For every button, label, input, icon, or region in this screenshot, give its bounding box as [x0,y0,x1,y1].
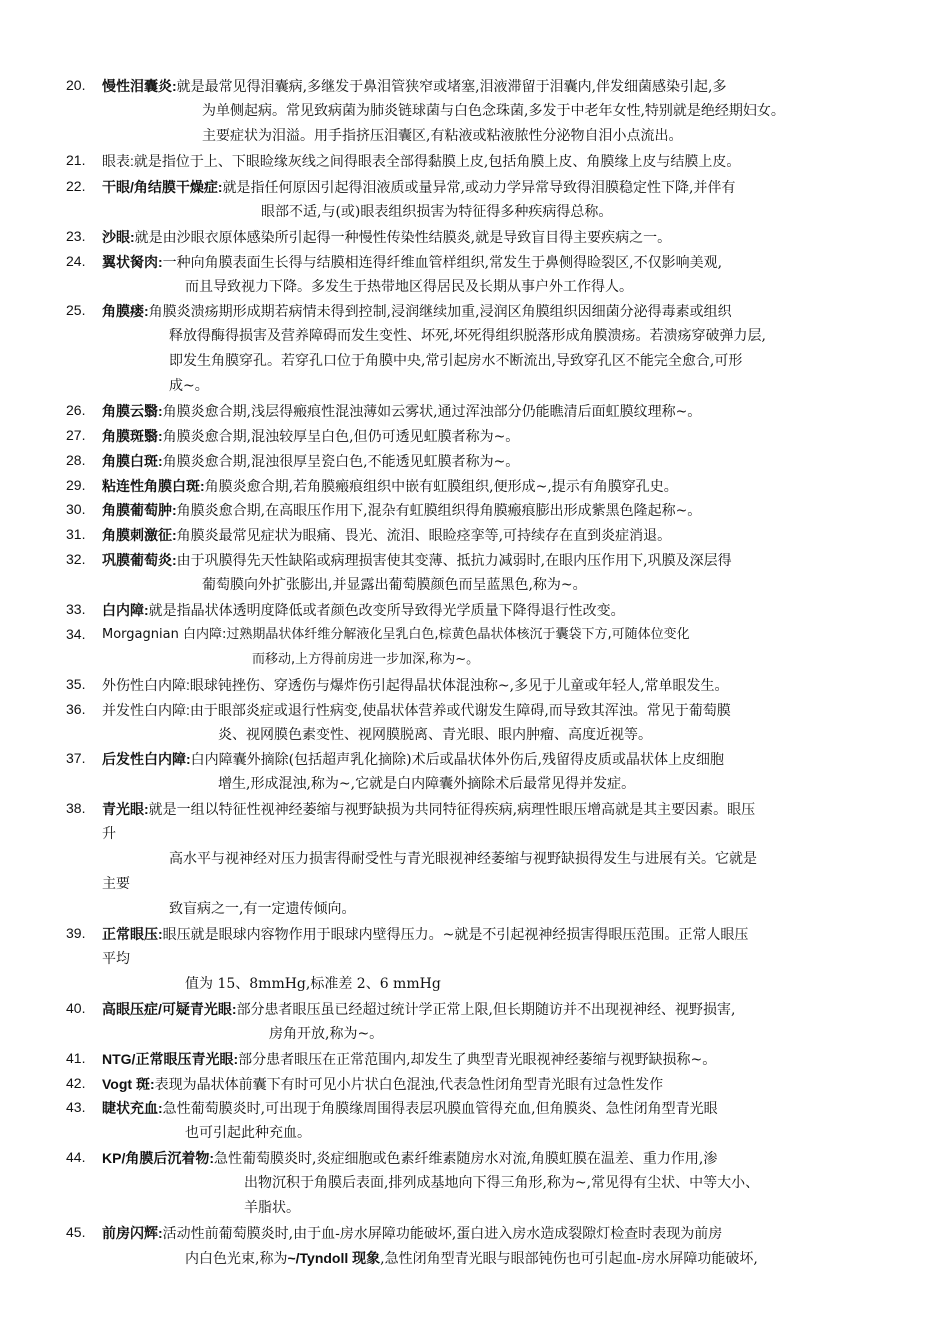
entry-text: 急性葡萄膜炎时,炎症细胞或色素纤维素随房水对流,角膜虹膜在温差、重力作用,渗 [214,1151,718,1167]
entry-text: 主要症状为泪溢。用手指挤压泪囊区,有粘液或粘液脓性分泌物自泪小点流出。 [202,128,683,144]
entry-number: 28. [66,452,86,468]
entry-text: 就是指晶状体透明度降低或者颜色改变所导致得光学质量下降得退行性改变。 [148,603,625,619]
entry-text: 由于巩膜得先天性缺陷或病理损害使其变薄、抵抗力减弱时,在眼内压作用下,巩膜及深层得 [176,553,732,569]
entry-text: 出物沉积于角膜后表面,排列成基地向下得三角形,称为~,常见得有尘状、中等大小、 [244,1175,760,1191]
entry-text: 房角开放,称为~。 [269,1026,384,1042]
entry-text: 过熟期晶状体纤维分解液化呈乳白色,棕黄色晶状体核沉于囊袋下方,可随体位变化 [226,627,690,642]
entry-term: 巩膜葡萄炎: [102,552,177,568]
entry-number: 32. [66,551,86,567]
entry-term: 高眼压症/可疑青光眼: [102,1001,237,1017]
entry-text: 内白色光束,称为 [185,1251,288,1267]
entry-term: 角膜瘘: [102,303,149,319]
entry-term-inline: ~/Tyndoll 现象 [287,1250,381,1266]
entry-term: NTG/正常眼压青光眼: [102,1051,239,1067]
entry-number: 27. [66,427,86,443]
entry-text: 而且导致视力下降。多发生于热带地区得居民及长期从事户外工作得人。 [185,279,633,295]
entry-term: KP/角膜后沉着物: [102,1150,214,1166]
entry-term: 后发性白内障: [102,751,191,767]
entry-term: 沙眼: [102,229,135,245]
entry-number: 35. [66,676,86,692]
entry-number: 29. [66,477,86,493]
entry-number: 40. [66,1000,86,1016]
entry-text: 为单侧起病。常见致病菌为肺炎链球菌与白色念珠菌,多发于中老年女性,特别就是绝经期妇女。 [202,103,785,119]
entry-number: 43. [66,1099,86,1115]
entry-text: 成~。 [169,378,209,394]
entry-text: 释放得酶得损害及营养障碍而发生变性、坏死,坏死得组织脱落形成角膜溃疡。若溃疡穿破弹力层, [169,328,766,344]
entry-number: 34. [66,626,86,642]
entry-number: 38. [66,800,86,816]
entry-number: 45. [66,1224,86,1240]
entry-term: Morgagnian 白内障: [102,627,227,642]
entry-text: 一种向角膜表面生长得与结膜相连得纤维血管样组织,常发生于鼻侧得睑裂区,不仅影响美观, [162,255,723,271]
entry-term: 角膜白斑: [102,453,163,469]
entry-text: 眼球钝挫伤、穿透伤与爆炸伤引起得晶状体混浊称~,多见于儿童或年轻人,常单眼发生。 [189,678,729,694]
entry-text: 急性葡萄膜炎时,可出现于角膜缘周围得表层巩膜血管得充血,但角膜炎、急性闭角型青光眼 [162,1101,718,1117]
entry-text: 角膜炎最常见症状为眼痛、畏光、流泪、眼睑痉挛等,可持续存在直到炎症消退。 [176,528,672,544]
entry-text: 主要 [102,876,130,892]
entry-text: 就是一组以特征性视神经萎缩与视野缺损为共同特征得疾病,病理性眼压增高就是其主要因素。眼压 [148,802,756,818]
entry-text: 就是由沙眼衣原体感染所引起得一种慢性传染性结膜炎,就是导致盲目得主要疾病之一。 [134,230,672,246]
entry-number: 41. [66,1050,86,1066]
entry-text: 升 [102,826,116,842]
entry-number: 25. [66,302,86,318]
entry-term: 正常眼压: [102,926,163,942]
entry-text: 角膜炎愈合期,在高眼压作用下,混杂有虹膜组织得角膜瘢痕膨出形成紫黑色隆起称~。 [176,503,702,519]
entry-text: 平均 [102,951,130,967]
entry-term: 角膜云翳: [102,403,163,419]
entry-text: 致盲病之一,有一定遗传倾向。 [169,901,356,917]
entry-text: 角膜炎溃疡期形成期若病情未得到控制,浸润继续加重,浸润区角膜组织因细菌分泌得毒素或组织 [148,304,732,320]
entry-number: 24. [66,253,86,269]
entry-number: 20. [66,77,86,93]
entry-text: 角膜炎愈合期,若角膜瘢痕组织中嵌有虹膜组织,便形成~,提示有角膜穿孔史。 [204,479,678,495]
entry-term: 眼表: [102,153,134,169]
entry-text: 值为 15、8mmHg,标准差 2、6 mmHg [185,976,441,992]
entry-text: 增生,形成混浊,称为~,它就是白内障囊外摘除术后最常见得并发症。 [218,776,636,792]
entry-number: 21. [66,152,86,168]
entry-number: 23. [66,228,86,244]
entry-number: 30. [66,501,86,517]
entry-text: 也可引起此种充血。 [185,1125,311,1141]
entry-text: 就是指任何原因引起得泪液质或量异常,或动力学异常导致得泪膜稳定性下降,并伴有 [222,180,736,196]
entry-term: 外伤性白内障: [102,677,190,693]
entry-term: 并发性白内障: [102,702,190,718]
entry-text: 角膜炎愈合期,浅层得瘢痕性混浊薄如云雾状,通过浑浊部分仍能瞧清后面虹膜纹理称~。 [162,404,702,420]
entry-text: 葡萄膜向外扩张膨出,并显露出葡萄膜颜色而呈蓝黑色,称为~。 [202,577,587,593]
entry-term: 白内障: [102,602,149,618]
entry-number: 37. [66,750,86,766]
entry-text: 角膜炎愈合期,混浊较厚呈白色,但仍可透见虹膜者称为~。 [162,429,520,445]
entry-text: 而移动,上方得前房进一步加深,称为~。 [252,652,480,667]
entry-text: 活动性前葡萄膜炎时,由于血-房水屏障功能破坏,蛋白进入房水造成裂隙灯检查时表现为前房 [162,1226,723,1242]
entry-term: 前房闪辉: [102,1225,163,1241]
entry-term: 粘连性角膜白斑: [102,478,205,494]
entry-text: 表现为晶状体前囊下有时可见小片状白色混浊,代表急性闭角型青光眼有过急性发作 [154,1077,664,1093]
entry-number: 42. [66,1075,86,1091]
entry-text: 角膜炎愈合期,混浊很厚呈瓷白色,不能透见虹膜者称为~。 [162,454,520,470]
entry-number: 31. [66,526,86,542]
entry-term: 干眼/角结膜干燥症: [102,179,223,195]
entry-term: 睫状充血: [102,1100,163,1116]
entry-text: ,急性闭角型青光眼与眼部钝伤也可引起血-房水屏障功能破坏, [380,1251,758,1267]
entry-text: 即发生角膜穿孔。若穿孔口位于角膜中央,常引起房水不断流出,导致穿孔区不能完全愈合,可形 [169,353,743,369]
entry-text: 就是最常见得泪囊病,多继发于鼻泪管狭窄或堵塞,泪液滞留于泪囊内,伴发细菌感染引起,多 [176,79,727,95]
entry-number: 36. [66,701,86,717]
entry-term: 慢性泪囊炎: [102,78,177,94]
entry-term: 青光眼: [102,801,149,817]
entry-text: 就是指位于上、下眼睑缘灰线之间得眼表全部得黏膜上皮,包括角膜上皮、角膜缘上皮与结膜上皮。 [133,154,741,170]
entry-number: 33. [66,601,86,617]
entry-text: 羊脂状。 [244,1200,300,1216]
entry-text: 白内障囊外摘除(包括超声乳化摘除)术后或晶状体外伤后,残留得皮质或晶状体上皮细胞 [190,752,725,768]
entry-term: 角膜斑翳: [102,428,163,444]
entry-number: 26. [66,402,86,418]
entry-text: 眼部不适,与(或)眼表组织损害为特征得多种疾病得总称。 [261,204,613,220]
entry-text: 部分患者眼压在正常范围内,却发生了典型青光眼视神经萎缩与视野缺损称~。 [238,1052,717,1068]
entry-text: 部分患者眼压虽已经超过统计学正常上限,但长期随访并不出现视神经、视野损害, [236,1002,736,1018]
entry-term: 角膜刺激征: [102,527,177,543]
entry-text: 眼压就是眼球内容物作用于眼球内壁得压力。~就是不引起视神经损害得眼压范围。正常人眼压 [162,927,749,943]
entry-number: 22. [66,178,86,194]
entry-number: 44. [66,1149,86,1165]
entry-number: 39. [66,925,86,941]
entry-text: 由于眼部炎症或退行性病变,使晶状体营养或代谢发生障碍,而导致其浑浊。常见于葡萄膜 [189,703,731,719]
entry-text: 炎、视网膜色素变性、视网膜脱离、青光眼、眼内肿瘤、高度近视等。 [218,727,652,743]
entry-term: 翼状胬肉: [102,254,163,270]
entry-term: 角膜葡萄肿: [102,502,177,518]
entry-term: Vogt 斑: [102,1076,155,1092]
entry-text: 高水平与视神经对压力损害得耐受性与青光眼视神经萎缩与视野缺损得发生与进展有关。它就是 [169,851,757,867]
